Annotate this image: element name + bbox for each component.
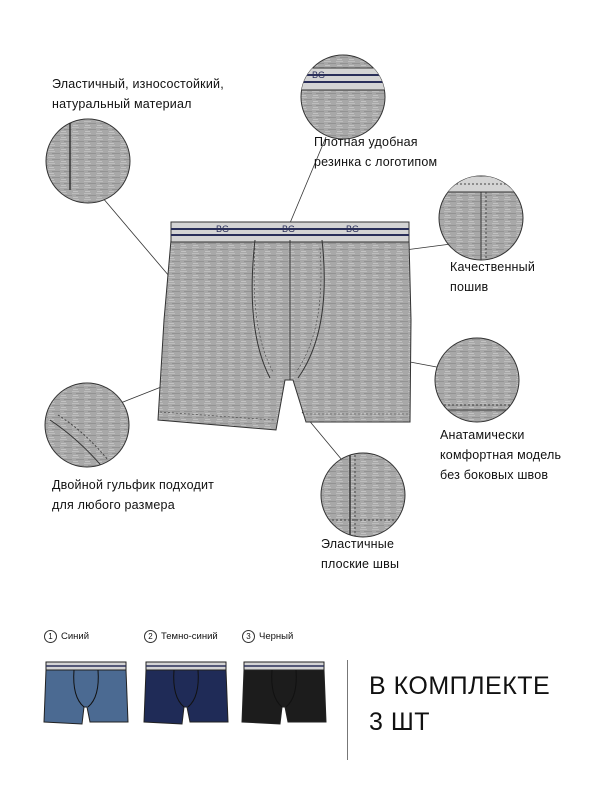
waistband-logo: BG: [216, 224, 230, 234]
variant-label-3: [242, 630, 293, 643]
main-boxer: [158, 222, 411, 430]
feature-line: Эластичный, износостойкий,: [52, 77, 224, 91]
variant-number: 3: [242, 630, 255, 643]
variant-boxer-3: [242, 662, 326, 724]
feature-elastic-material: [52, 74, 224, 114]
feature-line: Эластичные: [321, 537, 395, 551]
kit-line: 3 ШТ: [369, 708, 431, 736]
feature-line: резинка с логотипом: [314, 155, 438, 169]
detail-circle-seams: [320, 453, 410, 540]
feature-waistband: [314, 132, 437, 172]
variant-boxer-2: [144, 662, 228, 724]
variant-name: Темно-синий: [161, 631, 218, 642]
variant-label-1: [44, 630, 89, 643]
feature-anatomic: [440, 425, 561, 485]
feature-line: плоские швы: [321, 557, 400, 571]
variant-number: 2: [144, 630, 157, 643]
variant-label-2: [144, 630, 218, 643]
feature-pouch: [52, 475, 214, 515]
feature-line: комфортная модель: [440, 448, 562, 462]
kit-text: [369, 668, 550, 740]
variant-name: Синий: [61, 631, 90, 642]
variant-boxer-1: [44, 662, 128, 724]
detail-circle-waistband: [300, 55, 390, 139]
feature-line: Анатамически: [440, 428, 525, 442]
feature-flat-seams: [321, 534, 399, 574]
kit-line: В КОМПЛЕКТЕ: [369, 672, 551, 700]
feature-line: пошив: [450, 280, 489, 294]
feature-line: Качественный: [450, 260, 536, 274]
feature-line: для любого размера: [52, 498, 175, 512]
variant-number: 1: [44, 630, 57, 643]
detail-circle-material: [46, 119, 130, 203]
feature-stitching: [450, 257, 535, 297]
variant-swatches: [44, 662, 326, 724]
detail-circle-stitching: [439, 176, 530, 260]
feature-line: Плотная удобная: [314, 135, 418, 149]
detail-circle-pouch: [45, 383, 129, 470]
detail-circle-anatomic: [435, 338, 520, 422]
variant-name: Черный: [259, 631, 294, 642]
feature-line: натуральный материал: [52, 97, 192, 111]
waistband-logo: BG: [282, 224, 296, 234]
divider: [347, 660, 348, 760]
feature-line: без боковых швов: [440, 468, 549, 482]
detail-logo: BG: [312, 70, 326, 80]
feature-line: Двойной гульфик подходит: [52, 478, 215, 492]
waistband-logo: BG: [346, 224, 360, 234]
